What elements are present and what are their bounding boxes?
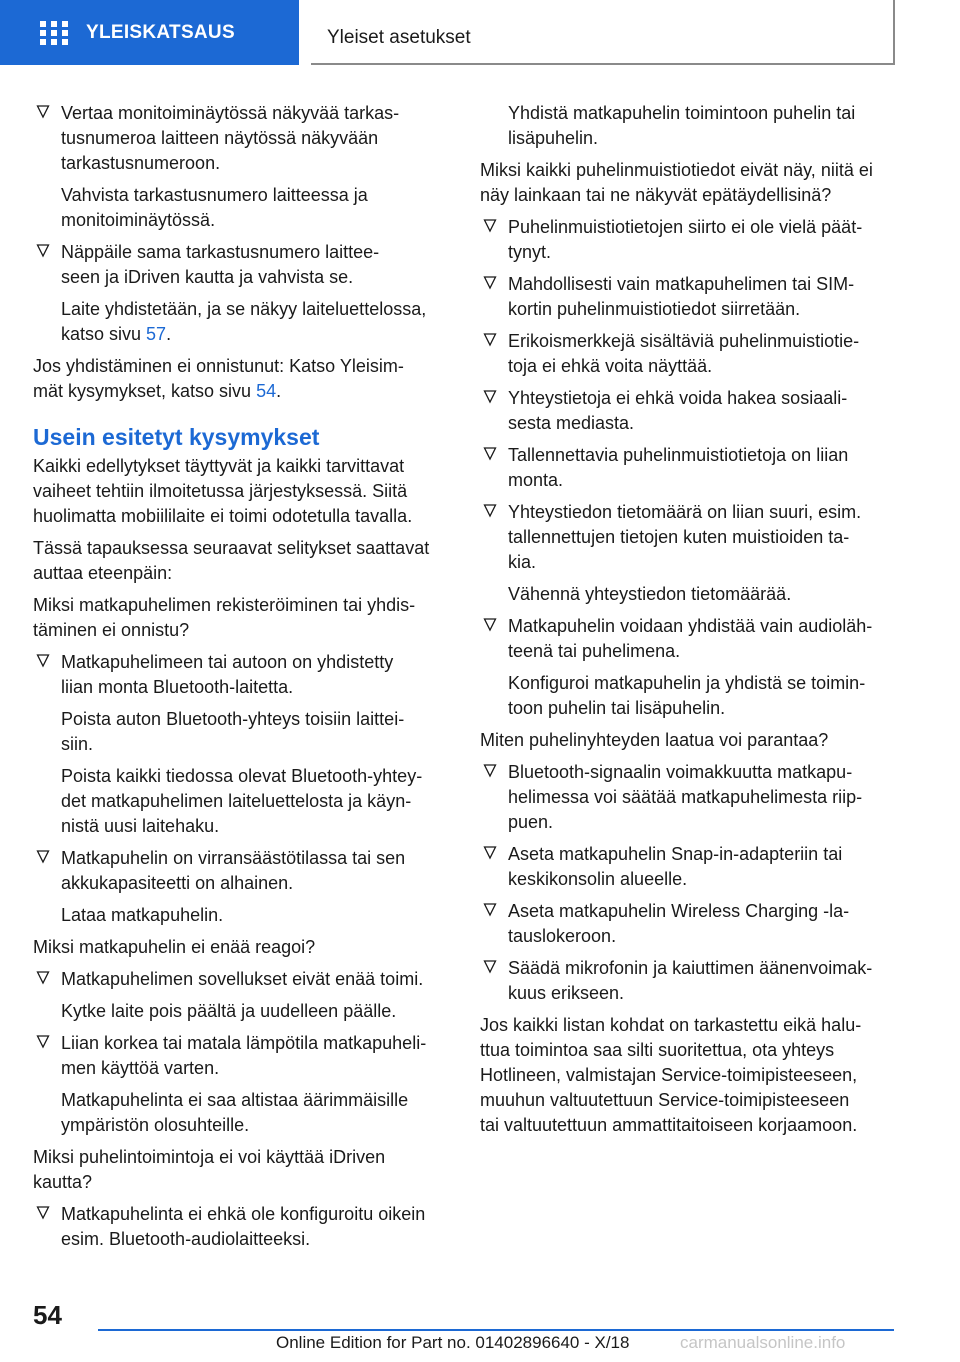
triangle-bullet-icon (483, 845, 497, 861)
triangle-bullet-icon (483, 332, 497, 348)
triangle-bullet-icon (483, 389, 497, 405)
text-line: Laite yhdistetään, ja se näkyy laiteluettelossa, (61, 299, 427, 319)
bullet-item (480, 899, 896, 949)
continuation-text (33, 764, 449, 839)
continuation-text (33, 999, 449, 1024)
text-fragment: katso sivu (61, 324, 147, 344)
text-line: toja ei ehkä voita näyttää. (508, 356, 713, 376)
text-line: kia. (508, 552, 537, 572)
text-line: Säädä mikrofonin ja kaiuttimen äänenvoimak- (508, 958, 873, 978)
text-fragment: . (276, 381, 282, 401)
text-line: Poista kaikki tiedossa olevat Bluetooth-yhtey- (61, 766, 423, 786)
continuation-text (33, 707, 449, 757)
triangle-bullet-icon (483, 617, 497, 633)
bullet-item (33, 846, 449, 896)
page-number: 54 (33, 1300, 62, 1330)
text-line: huolimatta mobiililaite ei toimi odotetulla tavalla. (33, 506, 413, 526)
continuation-text (33, 183, 449, 233)
bullet-item (33, 1202, 449, 1252)
text-line: ympäristön olosuhteille. (61, 1115, 250, 1135)
text-line: Kaikki edellytykset täyttyvät ja kaikki tarvittavat (33, 456, 405, 476)
text-line: akkukapasiteetti on alhainen. (61, 873, 294, 893)
text-line: Matkapuhelin voidaan yhdistää vain audioläh- (508, 616, 873, 636)
text-line: Yhteystiedon tietomäärä on liian suuri, esim. (508, 502, 862, 522)
triangle-bullet-icon (483, 218, 497, 234)
text-line: Lataa matkapuhelin. (61, 905, 224, 925)
text-line: Miten puhelinyhteyden laatua voi parantaa? (480, 730, 829, 750)
continuation-text (33, 903, 449, 928)
triangle-bullet-icon (36, 1034, 50, 1050)
bullet-item (480, 272, 896, 322)
text-line: Näppäile sama tarkastusnumero laittee- (61, 242, 380, 262)
text-line: tai valtuutettuun ammattitaitoiseen korjaamoon. (480, 1115, 858, 1135)
bullet-item (480, 386, 896, 436)
text-line: ttua toimintoa saa silti suoritettua, ota yhteys (480, 1040, 835, 1060)
text-line: esim. Bluetooth-audiolaitteeksi. (61, 1229, 311, 1249)
text-line: det matkapuhelimen laiteluettelosta ja käyn- (61, 791, 412, 811)
text-line (33, 379, 449, 404)
triangle-bullet-icon (36, 849, 50, 865)
bullet-item (33, 240, 449, 290)
text-line: Miksi kaikki puhelinmuistiotiedot eivät näy, niitä ei (480, 160, 873, 180)
text-line: Bluetooth-signaalin voimakkuutta matkapu- (508, 762, 853, 782)
text-line: monta. (508, 470, 564, 490)
text-line: Vähennä yhteystiedon tietomäärää. (508, 584, 792, 604)
text-line: tallennettujen tietojen kuten muistioiden ta- (508, 527, 850, 547)
text-fragment: . (166, 324, 172, 344)
continuation-text (33, 297, 449, 347)
triangle-bullet-icon (483, 902, 497, 918)
right-column (480, 101, 896, 1145)
text-line: Vahvista tarkastusnumero laitteessa ja (61, 185, 368, 205)
text-line: Tässä tapauksessa seuraavat selitykset saattavat (33, 538, 430, 558)
bullet-item (480, 842, 896, 892)
bullet-item (480, 443, 896, 493)
text-line: Poista auton Bluetooth-yhteys toisiin laittei- (61, 709, 405, 729)
section-heading: Usein esitetyt kysymykset (33, 424, 320, 450)
text-line: teenä tai puhelimena. (508, 641, 681, 661)
triangle-bullet-icon (483, 763, 497, 779)
text-line: keskikonsolin alueelle. (508, 869, 688, 889)
header-section (311, 0, 895, 65)
triangle-bullet-icon (36, 243, 50, 259)
triangle-bullet-icon (36, 970, 50, 986)
triangle-bullet-icon (483, 959, 497, 975)
bullet-item (33, 1031, 449, 1081)
triangle-bullet-icon (36, 104, 50, 120)
text-line: kautta? (33, 1172, 93, 1192)
triangle-bullet-icon (483, 503, 497, 519)
grid-icon (40, 21, 68, 45)
text-line: Hotlineen, valmistajan Service-toimipisteeseen, (480, 1065, 858, 1085)
text-line: liian monta Bluetooth-laitetta. (61, 677, 294, 697)
continuation-text (480, 582, 896, 607)
text-line: Vertaa monitoiminäytössä näkyvää tarkas- (61, 103, 400, 123)
text-line: Aseta matkapuhelin Snap-in-adapteriin tai (508, 844, 843, 864)
text-line: helimessa voi säätää matkapuhelimesta riip- (508, 787, 863, 807)
question (480, 728, 896, 753)
bullet-item (480, 500, 896, 575)
continuation-text (480, 671, 896, 721)
footer-divider (98, 1329, 894, 1331)
paragraph (33, 536, 449, 586)
paragraph (33, 454, 449, 529)
header-tab-label: YLEISKATSAUS (86, 21, 235, 43)
text-line: tynyt. (508, 242, 552, 262)
text-line: Miksi puhelintoimintoja ei voi käyttää iDriven (33, 1147, 386, 1167)
bullet-item (480, 215, 896, 265)
text-line: Matkapuhelinta ei saa altistaa äärimmäisille (61, 1090, 409, 1110)
text-line: Mahdollisesti vain matkapuhelimen tai SIM- (508, 274, 855, 294)
continuation-text (480, 101, 896, 151)
text-line: seen ja iDriven kautta ja vahvista se. (61, 267, 354, 287)
text-line: Miksi matkapuhelin ei enää reagoi? (33, 937, 316, 957)
text-line: kuus erikseen. (508, 983, 625, 1003)
text-line: Matkapuhelin on virransäästötilassa tai sen (61, 848, 406, 868)
text-line: Konfiguroi matkapuhelin ja yhdistä se toimin- (508, 673, 866, 693)
bullet-item (33, 650, 449, 700)
question (33, 935, 449, 960)
text-line: Aseta matkapuhelin Wireless Charging -la- (508, 901, 850, 921)
left-column (33, 101, 449, 1259)
paragraph (480, 1013, 896, 1138)
triangle-bullet-icon (36, 653, 50, 669)
bullet-item (480, 760, 896, 835)
watermark: carmanualsonline.info (680, 1333, 846, 1352)
text-line (61, 322, 449, 347)
triangle-bullet-icon (36, 1205, 50, 1221)
bullet-item (33, 967, 449, 992)
bullet-item (33, 101, 449, 176)
text-line: Miksi matkapuhelimen rekisteröiminen tai yhdis- (33, 595, 416, 615)
text-line: Yhdistä matkapuhelin toimintoon puhelin tai (508, 103, 856, 123)
text-line: toon puhelin tai lisäpuhelin. (508, 698, 726, 718)
text-line: Matkapuhelimeen tai autoon on yhdistetty (61, 652, 394, 672)
text-line: Tallennettavia puhelinmuistiotietoja on liian (508, 445, 849, 465)
question (33, 593, 449, 643)
text-line: Matkapuhelinta ei ehkä ole konfiguroitu oikein (61, 1204, 426, 1224)
text-line: tarkastusnumeroon. (61, 153, 221, 173)
header-tab-overview[interactable] (0, 0, 299, 65)
text-line: Jos kaikki listan kohdat on tarkastettu eikä halu- (480, 1015, 862, 1035)
text-line: Jos yhdistäminen ei onnistunut: Katso Yleisim- (33, 356, 404, 376)
triangle-bullet-icon (483, 446, 497, 462)
text-line: näy lainkaan tai ne näkyvät epätäydellisinä? (480, 185, 832, 205)
text-line: täminen ei onnistu? (33, 620, 190, 640)
text-line: Liian korkea tai matala lämpötila matkapuheli- (61, 1033, 427, 1053)
text-line: Yhteystietoja ei ehkä voida hakea sosiaali- (508, 388, 848, 408)
text-line: nistä uusi laitehaku. (61, 816, 220, 836)
text-line: Kytke laite pois päältä ja uudelleen päälle. (61, 1001, 397, 1021)
page-link-57[interactable]: 57 (146, 324, 167, 344)
text-line: lisäpuhelin. (508, 128, 599, 148)
text-line: monitoiminäytössä. (61, 210, 216, 230)
bullet-item (480, 329, 896, 379)
page-link-54[interactable]: 54 (256, 381, 277, 401)
question (33, 1145, 449, 1195)
triangle-bullet-icon (483, 275, 497, 291)
text-line: vaiheet tehtiin ilmoitetussa järjestyksessä. Siitä (33, 481, 408, 501)
text-line: tusnumeroa laitteen näytössä näkyvään (61, 128, 379, 148)
section-title: Yleiset asetukset (327, 27, 471, 48)
text-line: puen. (508, 812, 554, 832)
text-fragment: mät kysymykset, katso sivu (33, 381, 257, 401)
text-line: sesta mediasta. (508, 413, 635, 433)
text-line: siin. (61, 734, 94, 754)
bullet-item (480, 614, 896, 664)
text-line: Erikoismerkkejä sisältäviä puhelinmuistiotie- (508, 331, 860, 351)
text-line: Matkapuhelimen sovellukset eivät enää toimi. (61, 969, 424, 989)
text-line: tauslokeroon. (508, 926, 617, 946)
text-line: muuhun valtuutettuun Service-toimipisteeseen (480, 1090, 850, 1110)
text-line: Puhelinmuistiotietojen siirto ei ole vielä päät- (508, 217, 863, 237)
footer-edition-text: Online Edition for Part no. 01402896640 - X/18 (276, 1333, 630, 1352)
text-line: kortin puhelinmuistiotiedot siirretään. (508, 299, 801, 319)
question (480, 158, 896, 208)
continuation-text (33, 1088, 449, 1138)
text-line: auttaa eteenpäin: (33, 563, 173, 583)
paragraph (33, 354, 449, 404)
bullet-item (480, 956, 896, 1006)
text-line: men käyttöä varten. (61, 1058, 220, 1078)
